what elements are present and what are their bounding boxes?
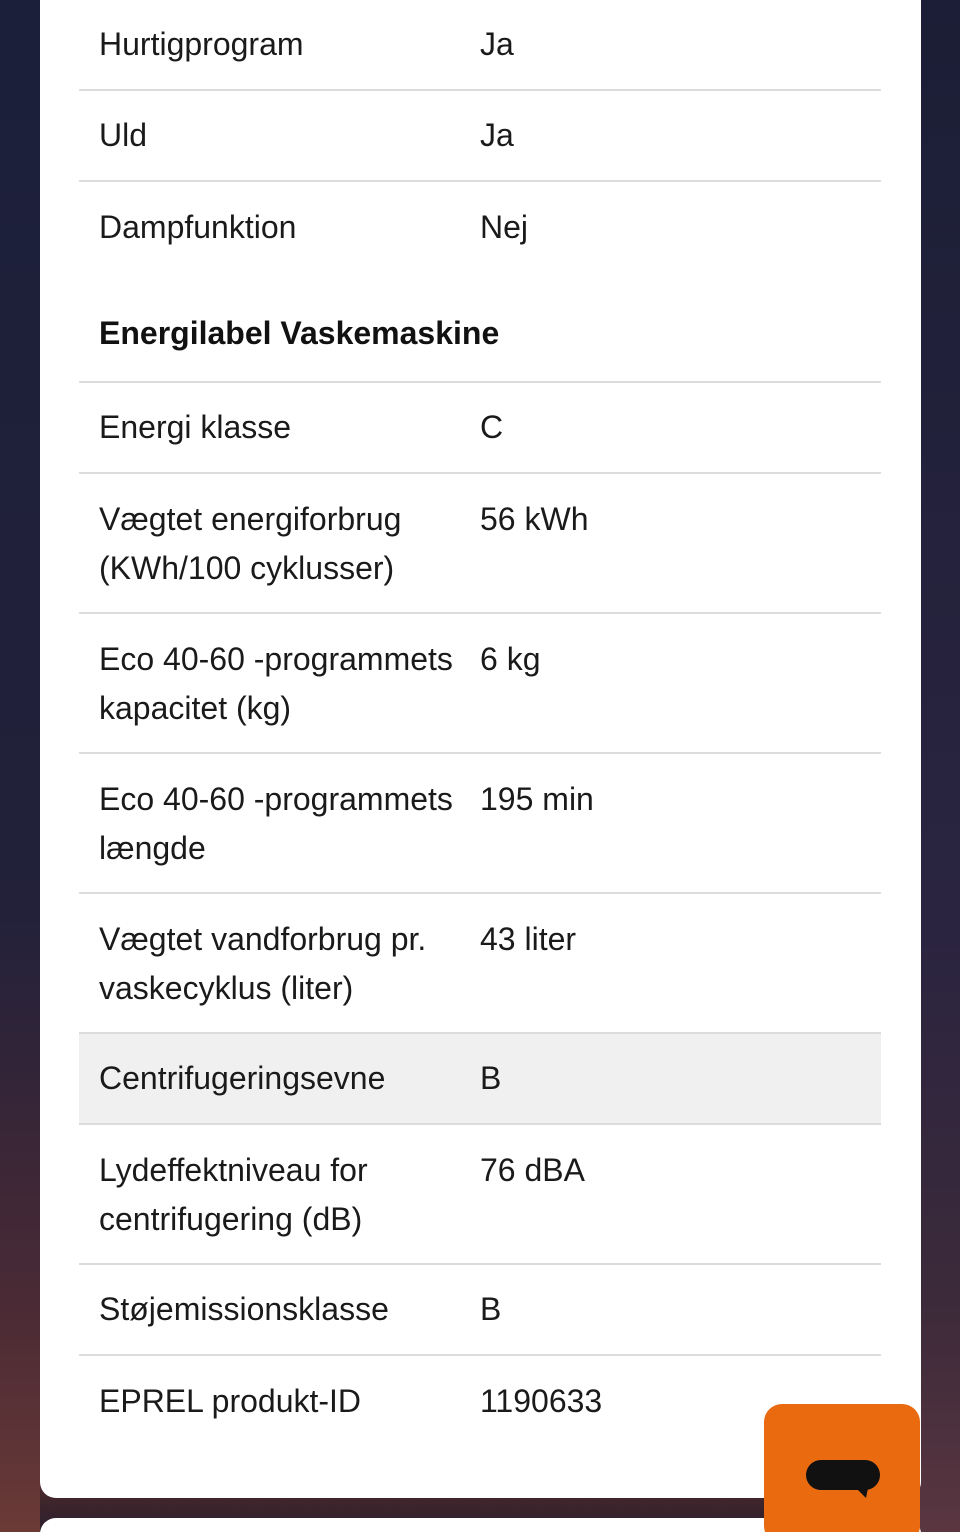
spec-row-centrifugeringsevne (79, 1034, 881, 1125)
section-title-energilabel: Energilabel Vaskemaskine (79, 279, 881, 383)
spec-row-eprel (79, 1356, 881, 1447)
spec-value: 6 kg (480, 641, 541, 677)
spec-row-uld (79, 91, 881, 182)
specifications-card (40, 0, 921, 1498)
chat-bubble-icon (806, 1460, 880, 1498)
spec-value: Nej (480, 209, 529, 245)
spec-row-energi-klasse (79, 383, 881, 474)
spec-value: B (480, 1291, 502, 1327)
specifications-table (79, 0, 881, 1447)
spec-label: Energi klasse (99, 409, 292, 445)
spec-row-lydeffektniveau (79, 1125, 881, 1265)
spec-value: 43 liter (480, 921, 577, 957)
background-right (920, 0, 960, 1532)
spec-row-stoejemissionsklasse (79, 1265, 881, 1356)
spec-label: Hurtigprogram (99, 26, 304, 62)
spec-value: 1190633 (480, 1383, 603, 1419)
spec-row-eco-kapacitet (79, 614, 881, 754)
spec-row-eco-laengde (79, 754, 881, 894)
spec-label: Eco 40-60 -programmets længde (99, 781, 453, 866)
spec-value: 76 dBA (480, 1152, 585, 1188)
spec-value: 195 min (480, 781, 594, 817)
spec-label: Vægtet energiforbrug (KWh/100 cyklusser) (99, 501, 402, 586)
spec-label: Centrifugeringsevne (99, 1060, 386, 1096)
spec-value: 56 kWh (480, 501, 589, 537)
spec-row-vandforbrug (79, 894, 881, 1034)
spec-label: Eco 40-60 -programmets kapacitet (kg) (99, 641, 453, 726)
spec-label: EPREL produkt-ID (99, 1383, 362, 1419)
spec-value: Ja (480, 26, 514, 62)
spec-label: Dampfunktion (99, 209, 297, 245)
background-left (0, 0, 40, 1532)
spec-value: Ja (480, 117, 514, 153)
spec-value: B (480, 1060, 502, 1096)
spec-row-dampfunktion (79, 182, 881, 273)
spec-value: C (480, 409, 504, 445)
spec-label: Uld (99, 117, 148, 153)
spec-label: Støjemissionsklasse (99, 1291, 389, 1327)
spec-label: Lydeffektniveau for centrifugering (dB) (99, 1152, 368, 1237)
spec-label: Vægtet vandforbrug pr. vaskecyklus (liter) (99, 921, 427, 1006)
spec-row-energiforbrug (79, 474, 881, 614)
spec-row-hurtigprogram (79, 0, 881, 91)
chat-button[interactable] (764, 1404, 920, 1532)
